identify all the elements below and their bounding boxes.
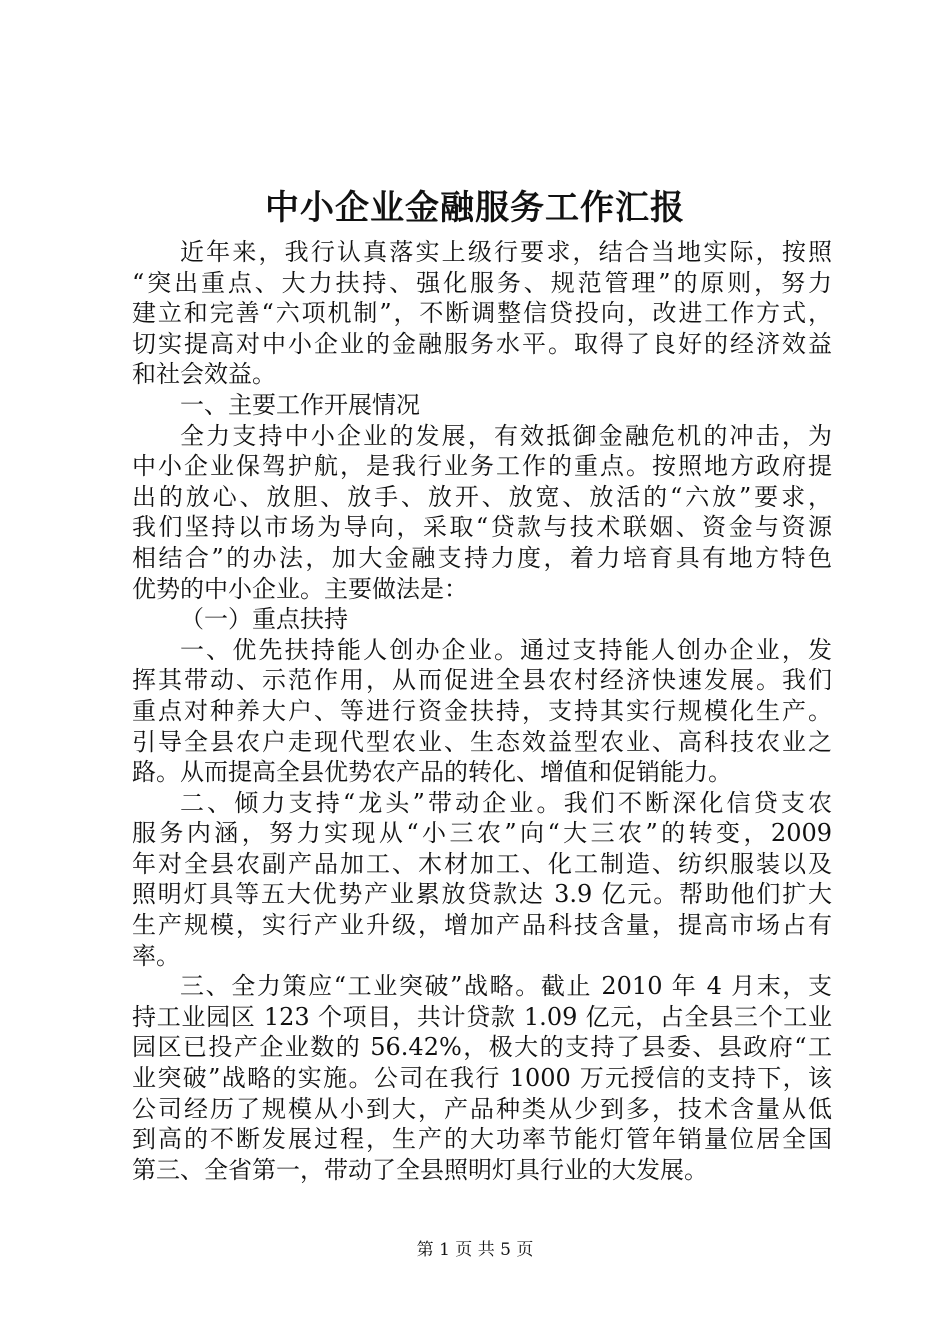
text-line: 挥其带动、示范作用，从而促进全县农村经济快速发展。我们: [132, 666, 832, 695]
text-line: 路。从而提高全县优势农产品的转化、增值和促销能力。: [132, 758, 732, 787]
text-line: 率。: [132, 941, 180, 970]
text-line: 切实提高对中小企业的金融服务水平。取得了良好的经济效益: [132, 329, 832, 358]
text-line: 到高的不断发展过程，生产的大功率节能灯管年销量位居全国: [132, 1125, 832, 1154]
text-line: 引导全县农户走现代型农业、生态效益型农业、高科技农业之: [132, 727, 832, 756]
text-line: 建立和完善“六项机制”，不断调整信贷投向，改进工作方式，: [132, 299, 832, 328]
text-line: 出的放心、放胆、放手、放开、放宽、放活的“六放”要求，: [132, 482, 832, 511]
text-line: “突出重点、大力扶持、强化服务、规范管理”的原则，努力: [132, 268, 832, 297]
text-line: 业突破”战略的实施。公司在我行 1000 万元授信的支持下，该: [132, 1064, 832, 1093]
text-line: 生产规模，实行产业升级，增加产品科技含量，提高市场占有: [132, 911, 832, 940]
text-line: 近年来，我行认真落实上级行要求，结合当地实际，按照: [180, 238, 832, 266]
document-title: 中小企业金融服务工作汇报: [265, 188, 685, 228]
text-line: 服务内涵，努力实现从“小三农”向“大三农”的转变，2009: [132, 819, 832, 848]
text-line: 年对全县农副产品加工、木材加工、化工制造、纺织服装以及: [132, 849, 832, 878]
text-line: 持工业园区 123 个项目，共计贷款 1.09 亿元，占全县三个工业: [132, 1002, 832, 1031]
text-line: （一）重点扶持: [180, 605, 348, 634]
text-line: 一、优先扶持能人创办企业。通过支持能人创办企业，发: [180, 635, 832, 664]
document-body: [132, 237, 832, 1185]
text-line: 公司经历了规模从小到大，产品种类从少到多，技术含量从低: [132, 1094, 832, 1123]
text-line: 一、主要工作开展情况: [180, 390, 420, 419]
text-line: 园区已投产企业数的 56.42%，极大的支持了县委、县政府“工: [132, 1033, 832, 1062]
text-line: 全力支持中小企业的发展，有效抵御金融危机的冲击，为: [180, 421, 832, 450]
text-line: 照明灯具等五大优势产业累放贷款达 3.9 亿元。帮助他们扩大: [132, 880, 832, 909]
text-line: 我们坚持以市场为导向，采取“贷款与技术联姻、资金与资源: [132, 513, 832, 542]
page-footer: 第 1 页 共 5 页: [416, 1240, 534, 1260]
text-line: 第三、全省第一，带动了全县照明灯具行业的大发展。: [132, 1155, 708, 1184]
text-line: 三、全力策应“工业突破”战略。截止 2010 年 4 月末，支: [180, 972, 832, 1001]
text-line: 重点对种养大户、等进行资金扶持，支持其实行规模化生产。: [132, 696, 832, 725]
text-line: 相结合”的办法，加大金融支持力度，着力培育具有地方特色: [132, 543, 832, 572]
text-line: 优势的中小企业。主要做法是：: [132, 574, 468, 603]
text-line: 中小企业保驾护航，是我行业务工作的重点。按照地方政府提: [132, 452, 832, 481]
text-line: 和社会效益。: [132, 360, 276, 389]
text-line: 二、倾力支持“龙头”带动企业。我们不断深化信贷支农: [180, 788, 832, 817]
